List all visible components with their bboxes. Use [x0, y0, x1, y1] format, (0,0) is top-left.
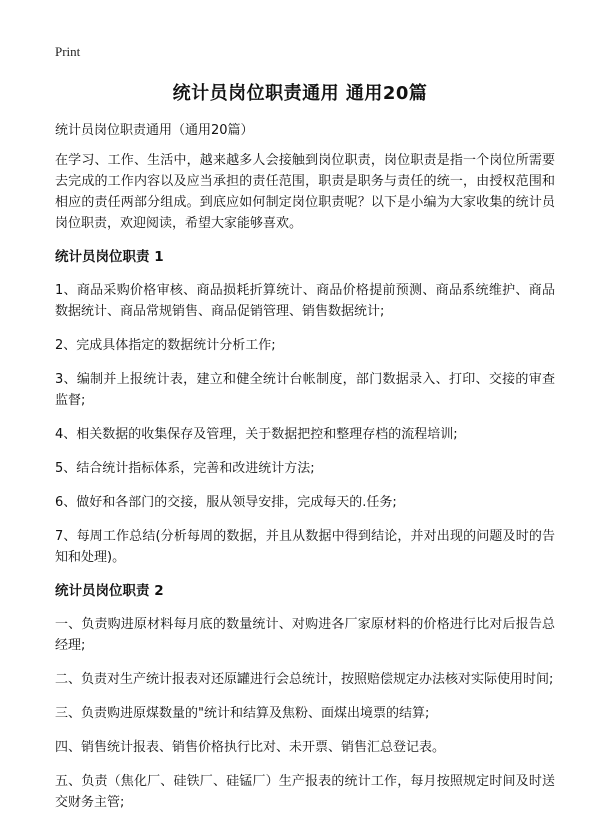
list-item: 6、做好和各部门的交接，服从领导安排，完成每天的.任务; — [55, 495, 397, 510]
section-heading: 统计员岗位职责 2 — [55, 583, 164, 599]
list-item: 五、负责（焦化厂、硅铁厂、硅锰厂）生产报表的统计工作，每月按照规定时间及时送交财务主管; — [55, 774, 555, 810]
list-item: 1、商品采购价格审核、商品损耗折算统计、商品价格提前预测、商品系统维护、商品数据统计、商品常规销售、商品促销管理、销售数据统计; — [55, 283, 555, 319]
list-item: 三、负责购进原煤数量的"统计和结算及焦粉、面煤出境票的结算; — [55, 706, 430, 721]
list-item: 四、销售统计报表、销售价格执行比对、未开票、销售汇总登记表。 — [55, 740, 446, 755]
intro-paragraph: 在学习、工作、生活中，越来越多人会接触到岗位职责，岗位职责是指一个岗位所需要去完成的工作内容以及应当承担的责任范围，职责是职务与责任的统一，由授权范围和相应的责任两部分组成。到底应如何制定岗位职责呢？以下是小编为大家收集的统计员岗位职责，欢迎阅读，希望大家能够喜欢。 — [55, 153, 555, 231]
list-item: 二、负责对生产统计报表对还原罐进行会总统计，按照赔偿规定办法核对实际使用时间; — [55, 672, 554, 687]
list-item: 4、相关数据的收集保存及管理，关于数据把控和整理存档的流程培训; — [55, 427, 458, 442]
list-item: 一、负责购进原材料每月底的数量统计、对购进各厂家原材料的价格进行比对后报告总经理; — [55, 617, 555, 653]
document-subtitle: 统计员岗位职责通用（通用20篇） — [55, 123, 254, 138]
list-item: 2、完成具体指定的数据统计分析工作; — [55, 338, 276, 353]
section-heading: 统计员岗位职责 1 — [55, 249, 164, 265]
list-item: 3、编制并上报统计表，建立和健全统计台帐制度，部门数据录入、打印、交接的审查监督; — [55, 372, 555, 408]
page-title: 统计员岗位职责通用 通用20篇 — [172, 83, 428, 104]
list-item: 7、每周工作总结(分析每周的数据，并且从数据中得到结论，并对出现的问题及时的告知和处理)。 — [55, 529, 555, 565]
document-body — [55, 120, 555, 826]
list-item: 5、结合统计指标体系，完善和改进统计方法; — [55, 461, 315, 476]
print-label: Print — [55, 44, 81, 59]
